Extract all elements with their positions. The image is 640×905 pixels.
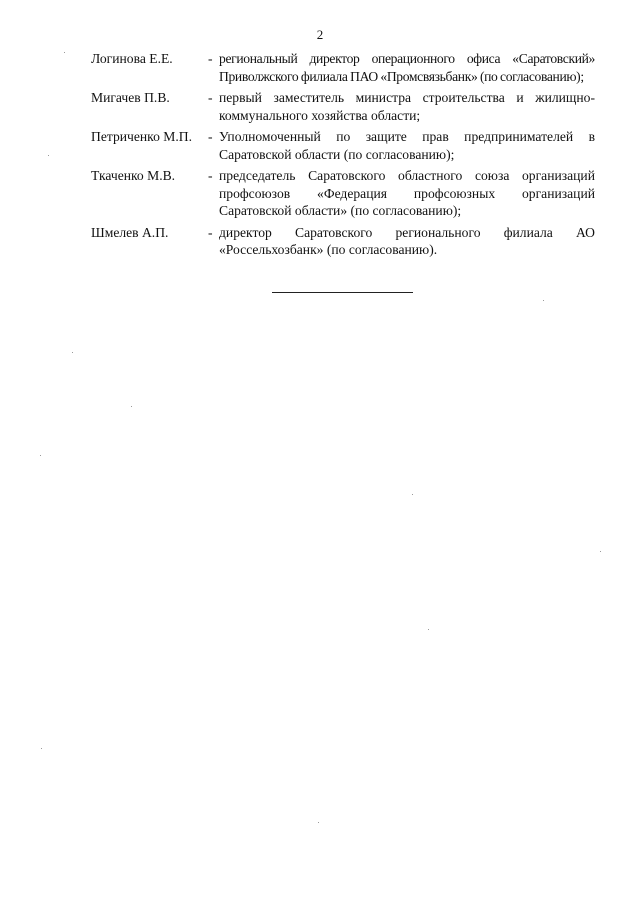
scan-speck <box>41 748 42 749</box>
member-dash: - <box>208 90 213 105</box>
scan-speck <box>412 494 413 495</box>
scan-speck <box>40 455 41 456</box>
member-dash: - <box>208 129 213 144</box>
member-role: директор Саратовского регионального филиала АО «Россельхозбанк» (по согласованию). <box>219 224 595 257</box>
member-name: Логинова Е.Е. <box>91 51 173 66</box>
member-entry <box>91 128 595 163</box>
scan-speck <box>543 300 544 301</box>
member-dash: - <box>208 224 213 240</box>
member-name: Ткаченко М.В. <box>91 168 176 183</box>
member-dash: - <box>208 168 213 183</box>
member-role: Уполномоченный по защите прав предпринимателей в Саратовской области (по согласованию); <box>219 129 595 162</box>
scan-speck <box>600 551 601 552</box>
member-role: председатель Саратовского областного союза организаций профсоюзов «Федерация профсоюзных организаций Саратовской области» (по согласованию); <box>219 168 595 218</box>
member-role: региональный директор операционного офиса «Саратовский» Приволжского филиала ПАО «Промсвязьбанк» (по согласованию); <box>219 51 595 84</box>
member-entry <box>91 224 595 259</box>
scan-speck <box>72 352 73 353</box>
member-role: первый заместитель министра строительства и жилищно-коммунального хозяйства области; <box>219 90 595 123</box>
member-entry <box>91 167 595 220</box>
member-dash: - <box>208 51 213 66</box>
member-entry <box>91 50 595 85</box>
member-entry <box>91 89 595 124</box>
end-of-list-rule <box>272 292 413 293</box>
scan-speck <box>318 822 319 823</box>
scan-speck <box>48 155 49 156</box>
page-number: 2 <box>316 27 324 42</box>
member-name: Петриченко М.П. <box>91 129 192 144</box>
scan-speck <box>428 629 429 630</box>
member-name: Мигачев П.В. <box>91 90 170 105</box>
scan-speck <box>64 52 65 53</box>
member-list <box>91 50 595 263</box>
scan-speck <box>131 406 132 407</box>
member-name: Шмелев А.П. <box>91 224 169 240</box>
